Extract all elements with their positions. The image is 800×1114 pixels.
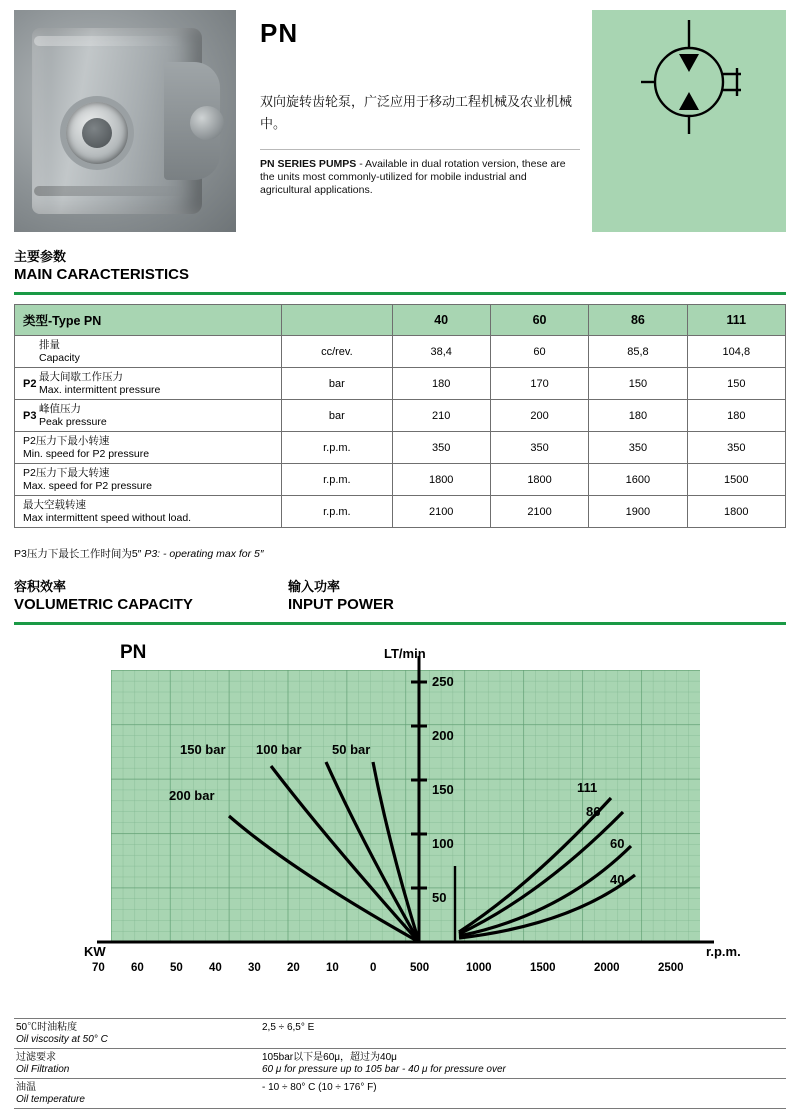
table-header-pn60: 60 bbox=[490, 305, 588, 336]
row-unit: bar bbox=[282, 368, 392, 400]
section-volumetric-capacity-en: VOLUMETRIC CAPACITY bbox=[14, 596, 193, 613]
table-header-pn111: 111 bbox=[687, 305, 785, 336]
hydraulic-symbol-panel bbox=[592, 10, 786, 232]
chart-ytick: 200 bbox=[432, 728, 454, 743]
cell-value: 1600 bbox=[589, 464, 687, 496]
chart-series-label-150bar: 150 bar bbox=[180, 742, 226, 757]
chart-xtick-left: 0 bbox=[370, 962, 377, 974]
oil-viscosity-value-en: 2,5 ÷ 6,5° E bbox=[262, 1022, 315, 1033]
series-name: PN SERIES PUMPS bbox=[260, 158, 357, 170]
chart-ytick: 50 bbox=[432, 890, 447, 905]
table-row bbox=[15, 432, 786, 464]
table-footnote bbox=[14, 546, 264, 561]
cell-value: 60 bbox=[490, 336, 588, 368]
section-volumetric-capacity bbox=[14, 578, 193, 614]
row-unit: r.p.m. bbox=[282, 432, 392, 464]
row-label-peak-pressure bbox=[15, 400, 282, 432]
chart-ytick: 150 bbox=[432, 782, 454, 797]
table-header-pn86: 86 bbox=[589, 305, 687, 336]
main-characteristics-table bbox=[14, 304, 786, 528]
row-label-cn: P2压力下最大转速 bbox=[23, 467, 110, 479]
oil-temperature-label-cn: 油温 bbox=[16, 1082, 36, 1093]
chart-xlabel-left: KW bbox=[84, 944, 106, 959]
section-input-power-cn: 输入功率 bbox=[288, 579, 341, 594]
chart-series-label-111: 111 bbox=[577, 780, 598, 795]
green-rule-1 bbox=[14, 292, 786, 295]
row-label-en: Min. speed for P2 pressure bbox=[23, 447, 150, 460]
oil-filtration-label-cn: 过滤要求 bbox=[16, 1052, 56, 1063]
cell-value: 350 bbox=[490, 432, 588, 464]
row-unit: r.p.m. bbox=[282, 496, 392, 528]
cell-value: 104,8 bbox=[687, 336, 785, 368]
chart-ytick: 100 bbox=[432, 836, 454, 851]
performance-chart bbox=[14, 632, 786, 996]
oil-viscosity-value bbox=[256, 1019, 786, 1049]
cell-value: 170 bbox=[490, 368, 588, 400]
chart-series-label-60: 60 bbox=[610, 836, 625, 851]
divider bbox=[260, 149, 580, 150]
row-label-max-speed bbox=[15, 464, 282, 496]
chart-xlabel-right: r.p.m. bbox=[706, 944, 741, 959]
cell-value: 85,8 bbox=[589, 336, 687, 368]
chart-xtick-left: 50 bbox=[170, 962, 183, 974]
hydraulic-pump-bidirectional-symbol bbox=[629, 10, 749, 150]
table-header-row bbox=[15, 305, 786, 336]
row-unit: cc/rev. bbox=[282, 336, 392, 368]
table-footnote-cn: P3压力下最长工作时间为5″ bbox=[14, 548, 142, 560]
oil-filtration-label bbox=[14, 1049, 256, 1079]
chart-xtick-right: 1500 bbox=[530, 962, 556, 974]
oil-viscosity-label-cn: 50℃时油粘度 bbox=[16, 1022, 78, 1033]
row-unit: r.p.m. bbox=[282, 464, 392, 496]
chart-xtick-left: 20 bbox=[287, 962, 300, 974]
table-row bbox=[14, 1079, 786, 1109]
cell-value: 38,4 bbox=[392, 336, 490, 368]
cell-value: 1900 bbox=[589, 496, 687, 528]
chart-xtick-left: 10 bbox=[326, 962, 339, 974]
chart-ytick: 250 bbox=[432, 674, 454, 689]
row-label-cn: P2压力下最小转速 bbox=[23, 435, 110, 447]
row-label-cn: 峰值压力 bbox=[39, 403, 81, 415]
row-label-max-no-load-speed bbox=[15, 496, 282, 528]
oil-filtration-label-en: Oil Filtration bbox=[16, 1063, 70, 1075]
oil-viscosity-label-en: Oil viscosity at 50° C bbox=[16, 1033, 108, 1045]
row-prefix: P3 bbox=[23, 409, 37, 422]
cell-value: 350 bbox=[687, 432, 785, 464]
row-label-cn: 最大空载转速 bbox=[23, 499, 86, 511]
table-row bbox=[14, 1049, 786, 1079]
table-footnote-en: P3: - operating max for 5″ bbox=[144, 548, 264, 560]
green-rule-2 bbox=[14, 622, 786, 625]
description-chinese: 双向旋转齿轮泵，广泛应用于移动工程机械及农业机械中。 bbox=[260, 94, 573, 131]
cell-value: 180 bbox=[392, 368, 490, 400]
row-label-min-speed bbox=[15, 432, 282, 464]
oil-filtration-value bbox=[256, 1049, 786, 1079]
table-row bbox=[14, 1019, 786, 1049]
cell-value: 1800 bbox=[490, 464, 588, 496]
row-label-cn: 排量 bbox=[39, 339, 60, 351]
row-prefix: P2 bbox=[23, 377, 37, 390]
section-input-power bbox=[288, 578, 394, 614]
cell-value: 1800 bbox=[392, 464, 490, 496]
oil-temperature-label-en: Oil temperature bbox=[16, 1093, 85, 1105]
description-english-text: - Available in dual rotation version, these are the units most commonly-utilized for mobile industrial and agricultural applications. bbox=[260, 158, 566, 196]
row-label-en: Max. intermittent pressure bbox=[39, 383, 161, 396]
section-volumetric-capacity-cn: 容积效率 bbox=[14, 579, 67, 594]
table-header-type: 类型-Type PN bbox=[15, 305, 282, 336]
oil-specification-table bbox=[14, 1018, 786, 1109]
row-label-en: Max intermittent speed without load. bbox=[23, 511, 192, 524]
product-description bbox=[260, 10, 580, 232]
oil-temperature-value bbox=[256, 1079, 786, 1109]
cell-value: 210 bbox=[392, 400, 490, 432]
table-row bbox=[15, 400, 786, 432]
cell-value: 350 bbox=[392, 432, 490, 464]
oil-viscosity-label bbox=[14, 1019, 256, 1049]
chart-xtick-left: 40 bbox=[209, 962, 222, 974]
oil-filtration-value-en: 60 μ for pressure up to 105 bar - 40 μ for pressure over bbox=[262, 1063, 506, 1075]
row-label-en: Max. speed for P2 pressure bbox=[23, 479, 152, 492]
section-input-power-en: INPUT POWER bbox=[288, 596, 394, 613]
cell-value: 200 bbox=[490, 400, 588, 432]
chart-series-label-40: 40 bbox=[610, 872, 625, 887]
row-label-capacity bbox=[15, 336, 282, 368]
cell-value: 1800 bbox=[687, 496, 785, 528]
row-label-cn: 最大间歇工作压力 bbox=[39, 371, 123, 383]
chart-series-label-200bar: 200 bar bbox=[169, 788, 215, 803]
page-title: PN bbox=[260, 18, 299, 48]
chart-xtick-left: 60 bbox=[131, 962, 144, 974]
row-label-en: Capacity bbox=[39, 351, 80, 364]
chart-series-label-100bar: 100 bar bbox=[256, 742, 302, 757]
chart-xtick-left: 70 bbox=[92, 962, 105, 974]
oil-temperature-value-en: - 10 ÷ 80° C (10 ÷ 176° F) bbox=[262, 1082, 377, 1093]
chart-ylabel: LT/min bbox=[384, 646, 426, 661]
table-row bbox=[15, 464, 786, 496]
section-main-characteristics-cn: 主要参数 bbox=[14, 249, 67, 264]
table-header-unit bbox=[282, 305, 392, 336]
table-row bbox=[15, 368, 786, 400]
chart-xtick-right: 1000 bbox=[466, 962, 492, 974]
oil-filtration-value-cn: 105bar以下是60μ，超过为40μ bbox=[262, 1052, 397, 1063]
chart-series-label-86: 86 bbox=[586, 804, 601, 819]
cell-value: 1500 bbox=[687, 464, 785, 496]
chart-curves bbox=[111, 670, 700, 942]
chart-xtick-right: 2500 bbox=[658, 962, 684, 974]
header-block bbox=[14, 10, 786, 232]
chart-xtick-left: 30 bbox=[248, 962, 261, 974]
chart-xtick-right: 500 bbox=[410, 962, 430, 974]
oil-temperature-label bbox=[14, 1079, 256, 1109]
cell-value: 2100 bbox=[392, 496, 490, 528]
cell-value: 350 bbox=[589, 432, 687, 464]
cell-value: 2100 bbox=[490, 496, 588, 528]
section-main-characteristics bbox=[14, 248, 189, 284]
section-main-characteristics-en: MAIN CARACTERISTICS bbox=[14, 266, 189, 283]
chart-series-label-50bar: 50 bar bbox=[332, 742, 371, 757]
cell-value: 150 bbox=[687, 368, 785, 400]
chart-xtick-right: 2000 bbox=[594, 962, 620, 974]
cell-value: 180 bbox=[687, 400, 785, 432]
row-unit: bar bbox=[282, 400, 392, 432]
table-row bbox=[15, 336, 786, 368]
cell-value: 180 bbox=[589, 400, 687, 432]
table-header-pn40: 40 bbox=[392, 305, 490, 336]
table-row bbox=[15, 496, 786, 528]
row-label-max-intermittent-pressure bbox=[15, 368, 282, 400]
row-label-en: Peak pressure bbox=[39, 415, 107, 428]
description-english bbox=[260, 158, 580, 197]
cell-value: 150 bbox=[589, 368, 687, 400]
product-photo bbox=[14, 10, 236, 232]
chart-title: PN bbox=[120, 642, 147, 663]
